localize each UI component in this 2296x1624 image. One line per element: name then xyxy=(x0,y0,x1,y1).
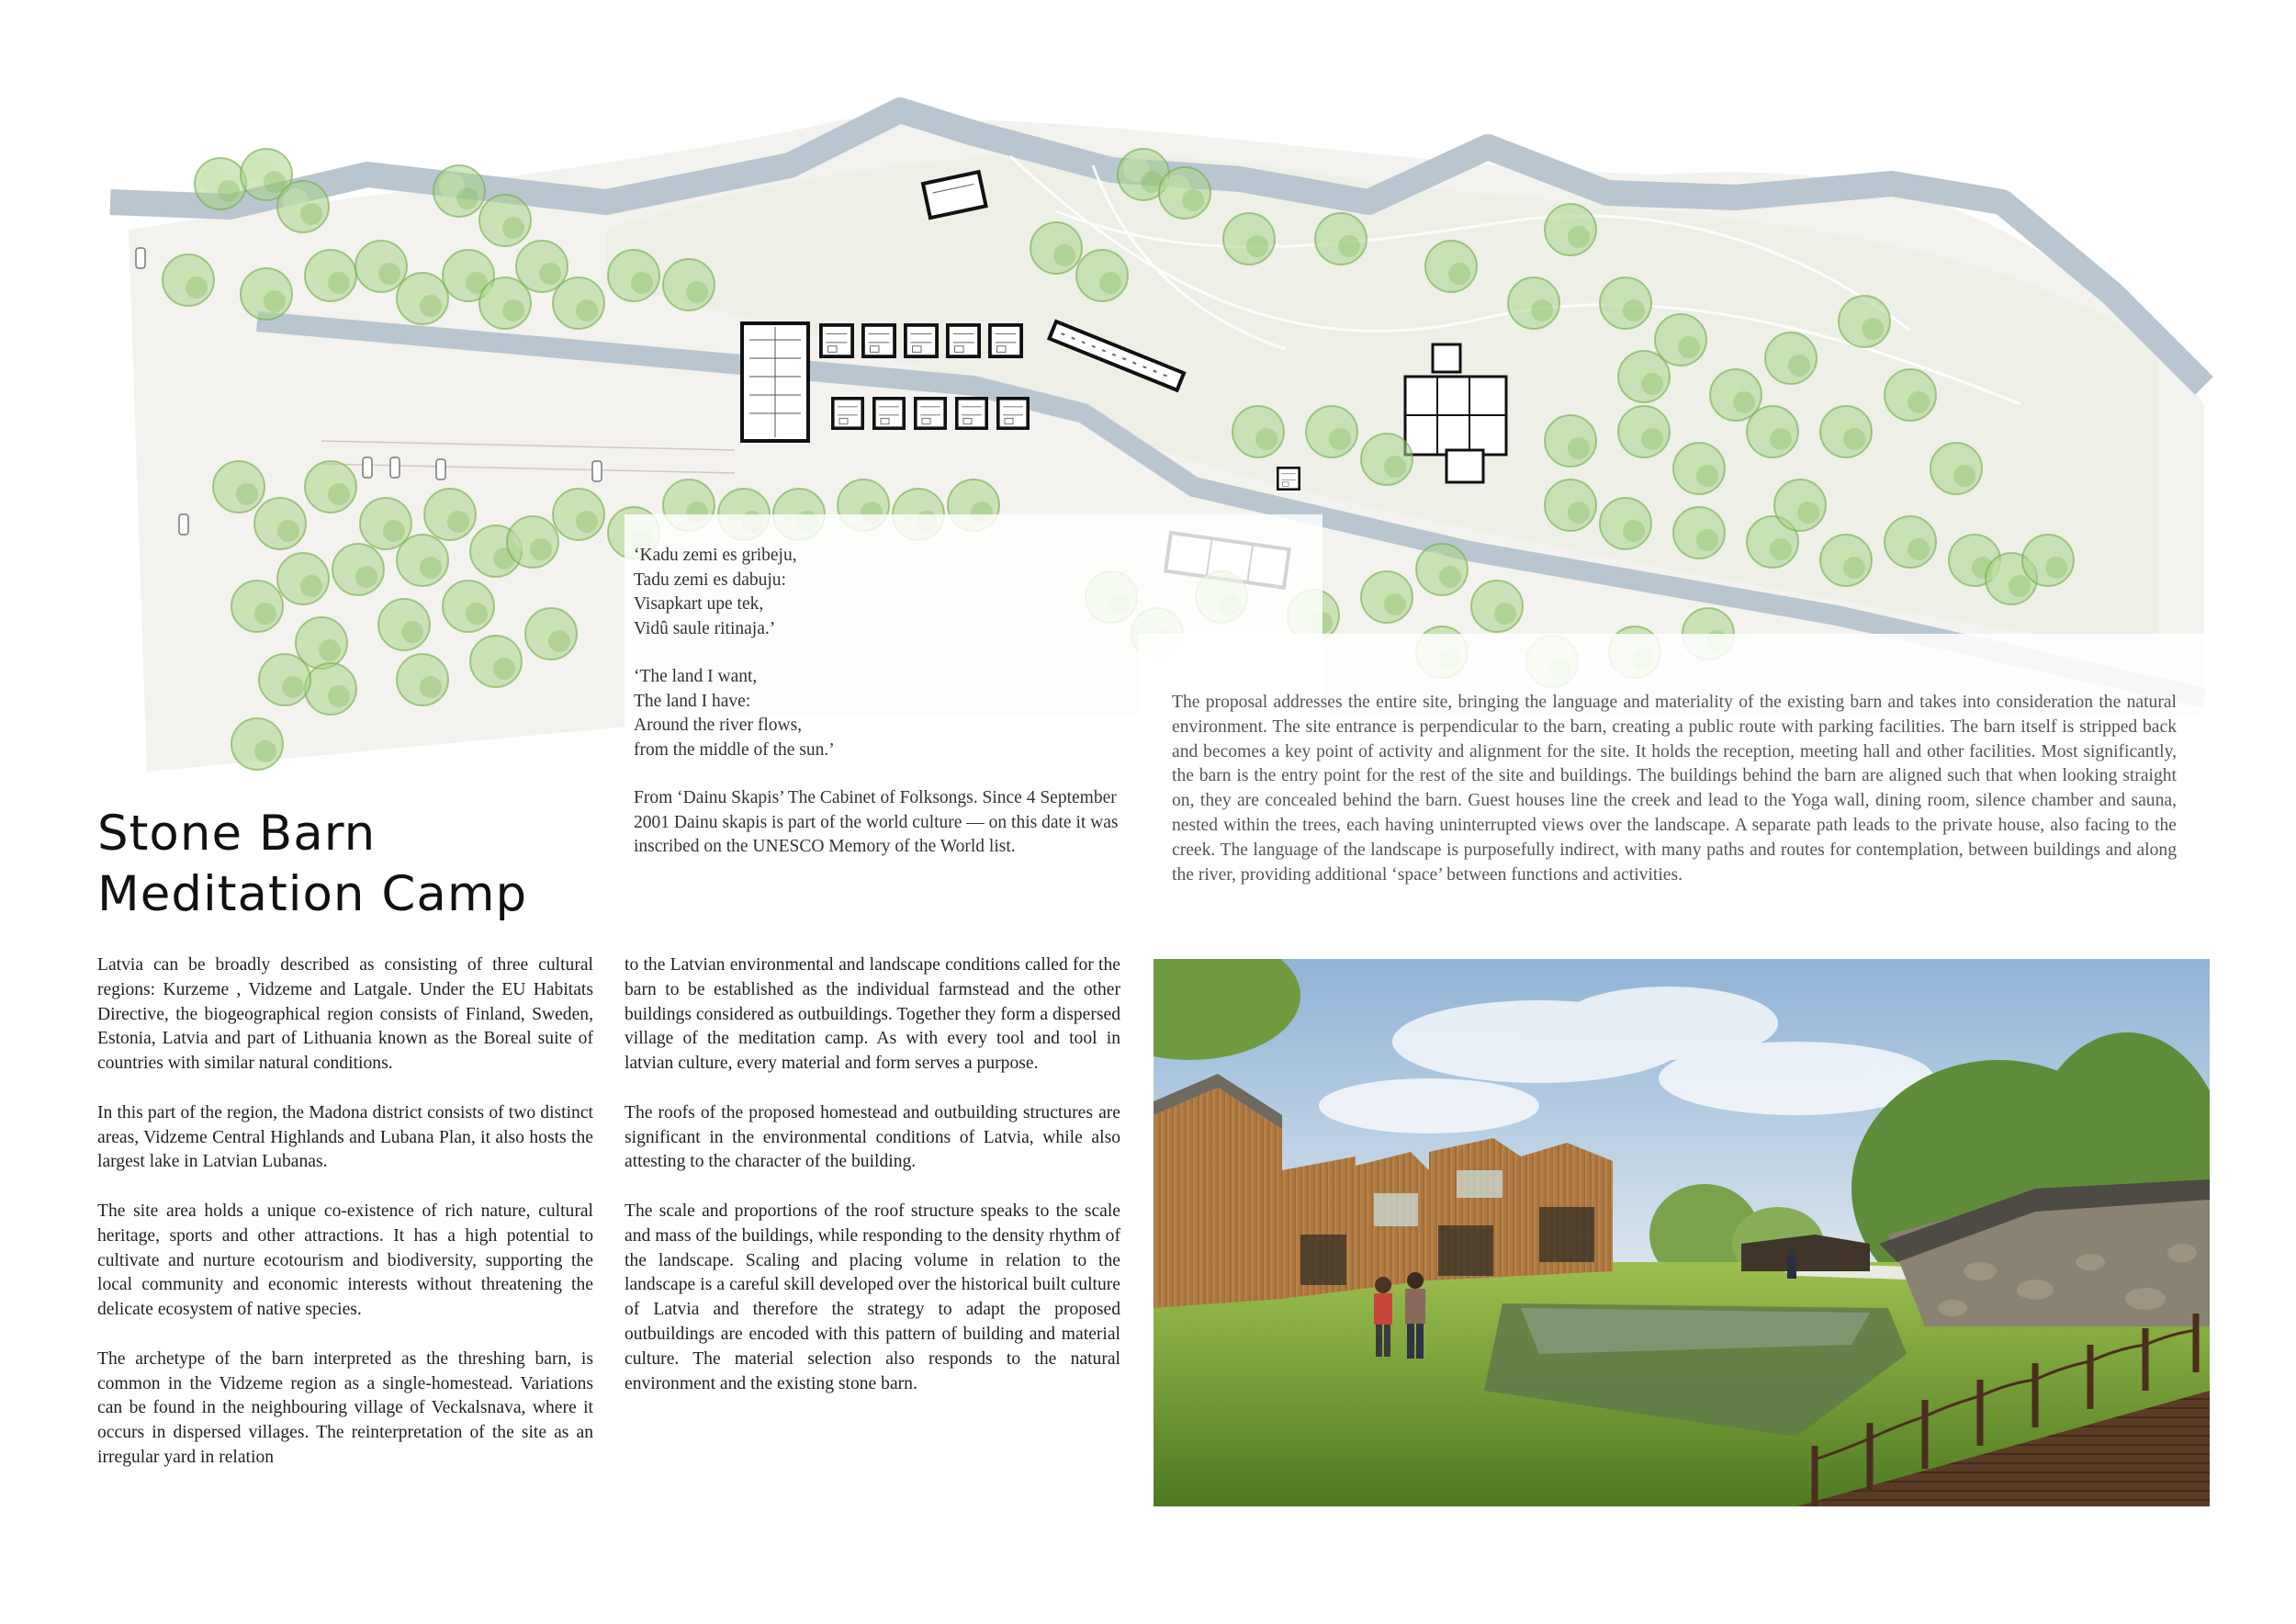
quote-line: Visapkart upe tek, xyxy=(634,594,764,614)
title-line-1: Stone Barn xyxy=(97,806,377,862)
quote-source: From ‘Dainu Skapis’ The Cabinet of Folksongs. Since 4 September 2001 Dainu skapis is part of the world culture — on this date it was inscribed on the UNESCO Memory of the World list. xyxy=(634,788,1119,856)
quote-line: Tadu zemi es dabuju: xyxy=(634,570,786,590)
title-line-2: Meditation Camp xyxy=(97,866,528,922)
proposal-text: The proposal addresses the entire site, bringing the language and materiality of the existing barn and takes into consideration the natural environment. The site entrance is perpendicular to the barn, creating a public route with parking facilities. The barn itself is stripped back and becomes a key point of activity and alignment for the site. It holds the reception, meeting hall and other facilities. Most significantly, the barn is the entry point for the rest of the site and buildings. The buildings behind the barn are aligned such that when looking straight on, they are concealed behind the barn. Guest houses line the creek and lead to the Yoga wall, dining room, silence chamber and sauna, nested within the trees, each having uninterrupted views over the landscape. A separate path leads to the private house, also facing to the creek. The language of the landscape is purposefully indirect, with many paths and routes for contemplation, between buildings and along the river, providing additional ‘space’ between functions and activities. xyxy=(1172,693,2177,885)
paragraph: to the Latvian environmental and landscape conditions called for the barn to be established as the individual farmstead and the other buildings considered as outbuildings. Together they form a dispersed village of the meditation camp. As with every tool and tool in latvian culture, every material and form serves a purpose. xyxy=(625,955,1120,1074)
site-plan xyxy=(92,55,2213,790)
folksong-quote xyxy=(634,544,1130,884)
guest-houses-lower xyxy=(833,399,1028,428)
guest-houses-upper xyxy=(821,325,1021,356)
quote-line: ‘Kadu zemi es gribeju, xyxy=(634,546,797,565)
quote-english xyxy=(634,665,1130,762)
paragraph: The site area holds a unique co-existence of rich nature, cultural heritage, sports and other attractions. It has a high potential to cultivate and nurture ecotourism and biodiversity, supporting the local community and economic interests without threatening the delicate ecosystem of native species. xyxy=(97,1201,593,1320)
body-column-1 xyxy=(97,953,593,1495)
silence-chamber xyxy=(1277,468,1299,489)
quote-latvian xyxy=(634,544,1130,641)
body-column-2 xyxy=(625,953,1120,1421)
paragraph: The scale and proportions of the roof structure speaks to the scale and mass of the buildings, while responding to the density rhythm of the landscape. Scaling and placing volume in relation to the landscape is a careful skill developed over the historical built culture of Latvia and therefore the strategy to adapt the proposed outbuildings are encoded with this pattern of building and material culture. The material selection also responds to the natural environment and the existing stone barn. xyxy=(625,1201,1120,1393)
project-title xyxy=(97,804,667,925)
paragraph: The archetype of the barn interpreted as the threshing barn, is common in the Vidzeme region as a single-homestead. Variations can be found in the neighbouring village of Veckalsnava, where it occurs in dispersed villages. The reinterpretation of the site as an irregular yard in relation xyxy=(97,1348,593,1467)
quote-line: ‘The land I want, xyxy=(634,667,758,686)
paragraph: The roofs of the proposed homestead and outbuilding structures are significant in the environmental conditions of Latvia, while also attesting to the character of the building. xyxy=(625,1102,1120,1172)
rendering-image xyxy=(1154,959,2210,1506)
quote-line: The land I have: xyxy=(634,691,751,711)
quote-line: Vidû saule ritinaja.’ xyxy=(634,618,776,638)
paragraph: In this part of the region, the Madona district consists of two distinct areas, Vidzeme Central Highlands and Lubana Plan, it also hosts the largest lake in Latvian Lubanas. xyxy=(97,1102,593,1172)
existing-barn xyxy=(742,323,808,441)
paragraph: Latvia can be broadly described as consisting of three cultural regions: Kurzeme , Vidzeme and Latgale. Under the EU Habitats Directive, the biogeographical region consists of Finland, Sweden, Estonia, Latvia and part of Lithuania known as the Boreal suite of countries with similar natural conditions. xyxy=(97,955,593,1074)
quote-line: from the middle of the sun.’ xyxy=(634,739,835,760)
quote-line: Around the river flows, xyxy=(634,716,803,735)
